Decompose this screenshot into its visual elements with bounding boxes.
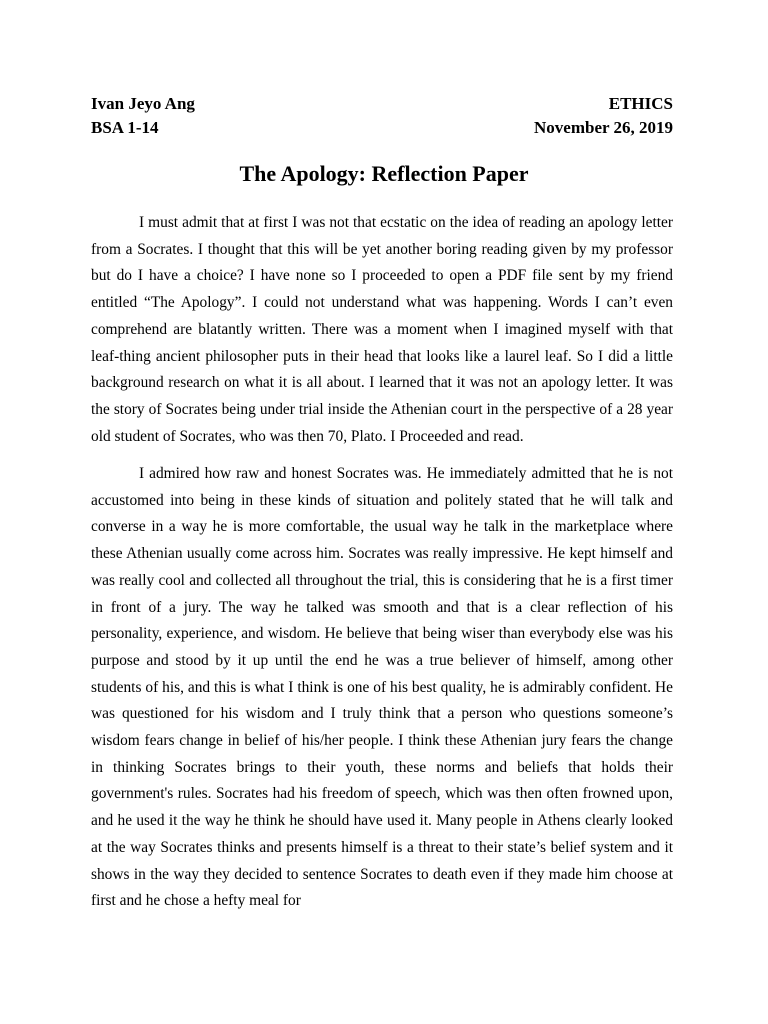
header-row-1 (91, 94, 673, 118)
header-row-2 (91, 118, 673, 142)
subject: ETHICS (608, 94, 673, 113)
date: November 26, 2019 (534, 118, 673, 137)
paragraph-1: I must admit that at first I was not that ecstatic on the idea of reading an apology letter from a Socrates. I thought that this will be yet another boring reading given by my professor but do I have a choice? I have none so I proceeded to open a PDF file sent by my friend entitled “The Apology”. I could not understand what was happening. Words I can’t even comprehend are blatantly written. There was a moment when I imagined myself with that leaf-thing ancient philosopher puts in their head that looks like a laurel leaf. So I did a little background research on what it is all about. I learned that it was not an apology letter. It was the story of Socrates being under trial inside the Athenian court in the perspective of a 28 year old student of Socrates, who was then 70, Plato. I Proceeded and read. (91, 214, 673, 445)
section: BSA 1-14 (91, 118, 159, 137)
paragraph-2: I admired how raw and honest Socrates was. He immediately admitted that he is not accustomed into being in these kinds of situation and politely stated that he will talk and converse in a way he is more comfortable, the usual way he talk in the marketplace where these Athenian usually come across him. Socrates was really impressive. He kept himself and was really cool and collected all throughout the trial, this is considering that he is a first timer in front of a jury. The way he talked was smooth and that is a clear reflection of his personality, experience, and wisdom. He believe that being wiser than everybody else was his purpose and stood by it up until the end he was a true believer of himself, among other students of his, and this is what I think is one of his best quality, he is admirably confident. He was questioned for his wisdom and I truly think that a person who questions someone’s wisdom fears change in belief of his/her people. I think these Athenian jury fears the change in thinking Socrates brings to their youth, these norms and beliefs that holds their government's rules. Socrates had his freedom of speech, which was then often frowned upon, and he used it the way he think he should have used it. Many people in Athens clearly looked at the way Socrates thinks and presents himself is a threat to their state’s belief system and it shows in the way they decided to sentence Socrates to death even if they made him choose at first and he chose a hefty meal for (91, 465, 673, 910)
document-title: The Apology: Reflection Paper (239, 161, 529, 186)
author-name: Ivan Jeyo Ang (91, 94, 195, 113)
